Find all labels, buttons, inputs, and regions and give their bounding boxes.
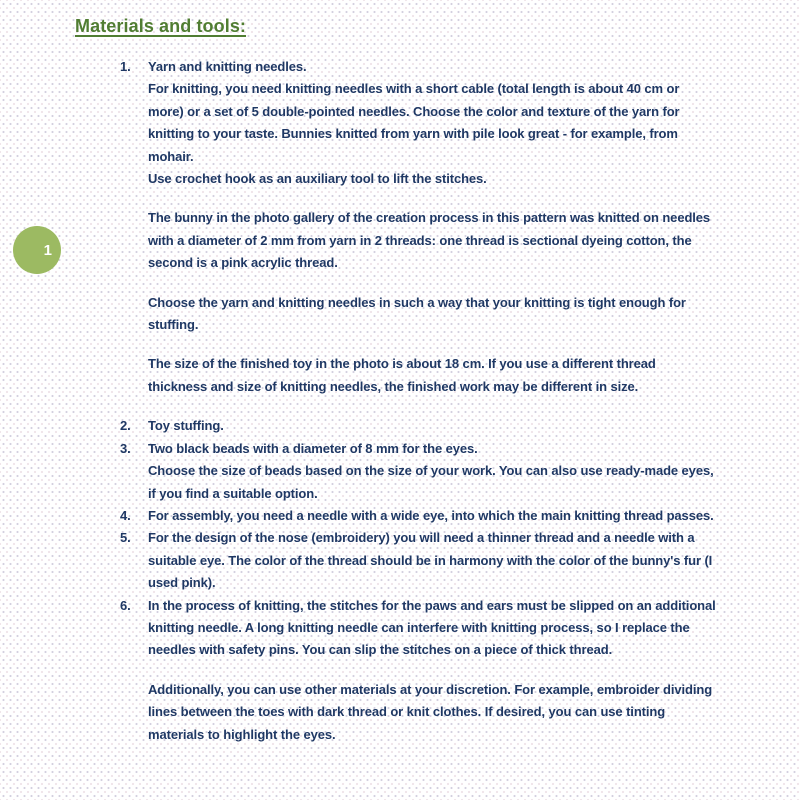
paragraph bbox=[120, 292, 720, 337]
list-item-text: For assembly, you need a needle with a wide eye, into which the main knitting thread passes. bbox=[148, 507, 714, 523]
list-item bbox=[120, 505, 720, 527]
list-item-text: For the design of the nose (embroidery) you will need a thinner thread and a needle with a suitable eye. The color of the thread should be in harmony with the color of the bunny's fur (I used pink). bbox=[148, 530, 713, 591]
list-item bbox=[120, 527, 720, 594]
list-item-number: 2. bbox=[120, 418, 131, 434]
paragraph-text: Additionally, you can use other materials at your discretion. For example, embroider dividing lines between the toes with dark thread or knit clothes. If desired, you can use tinting materials to highlight the eyes. bbox=[148, 681, 713, 742]
paragraph bbox=[120, 78, 720, 168]
paragraph-text: For knitting, you need knitting needles with a short cable (total length is about 40 cm or more) or a set of 5 double-pointed needles. Choose the color and texture of the yarn for knitting to your taste. Bunnies knitted from yarn with pile look great - for example, from mohair. bbox=[148, 81, 680, 164]
materials-list bbox=[120, 56, 720, 746]
list-item-number: 5. bbox=[120, 530, 131, 546]
list-item bbox=[120, 595, 720, 662]
paragraph-text: Use crochet hook as an auxiliary tool to lift the stitches. bbox=[148, 171, 487, 187]
paragraph bbox=[120, 679, 720, 746]
paragraph bbox=[120, 460, 720, 505]
page-number: 1 bbox=[43, 241, 52, 259]
list-item-text: Yarn and knitting needles. bbox=[148, 59, 307, 74]
paragraph-text: The size of the finished toy in the photo is about 18 cm. If you use a different thread thickness and size of knitting needles, the finished work may be different in size. bbox=[148, 356, 656, 394]
list-item-text: Toy stuffing. bbox=[148, 418, 224, 434]
list-item-number: 3. bbox=[120, 440, 131, 456]
paragraph bbox=[120, 207, 720, 274]
paragraph bbox=[120, 353, 720, 398]
list-item-number: 6. bbox=[120, 597, 131, 613]
paragraph-text: Choose the size of beads based on the size of your work. You can also use ready-made eyes, if you find a suitable option. bbox=[148, 463, 714, 501]
paragraph-text: The bunny in the photo gallery of the creation process in this pattern was knitted on needles with a diameter of 2 mm from yarn in 2 threads: one thread is sectional dyeing cotton, the second is a pink acrylic thread. bbox=[148, 210, 711, 271]
list-item-number: 1. bbox=[120, 59, 131, 74]
list-item bbox=[120, 438, 720, 460]
list-item-number: 4. bbox=[120, 507, 131, 523]
list-item-text: Two black beads with a diameter of 8 mm for the eyes. bbox=[148, 440, 478, 456]
page-number-badge bbox=[13, 226, 61, 274]
paragraph-text: Choose the yarn and knitting needles in such a way that your knitting is tight enough for stuffing. bbox=[148, 294, 686, 333]
list-item bbox=[120, 56, 720, 78]
page-title: Materials and tools: bbox=[75, 16, 247, 36]
list-item-text: In the process of knitting, the stitches for the paws and ears must be slipped on an additional knitting needle. A long knitting needle can interfere with knitting process, so I replace the needles with safety pins. You can slip the stitches on a piece of thick thread. bbox=[148, 597, 716, 658]
paragraph bbox=[120, 168, 720, 190]
list-item bbox=[120, 415, 720, 437]
